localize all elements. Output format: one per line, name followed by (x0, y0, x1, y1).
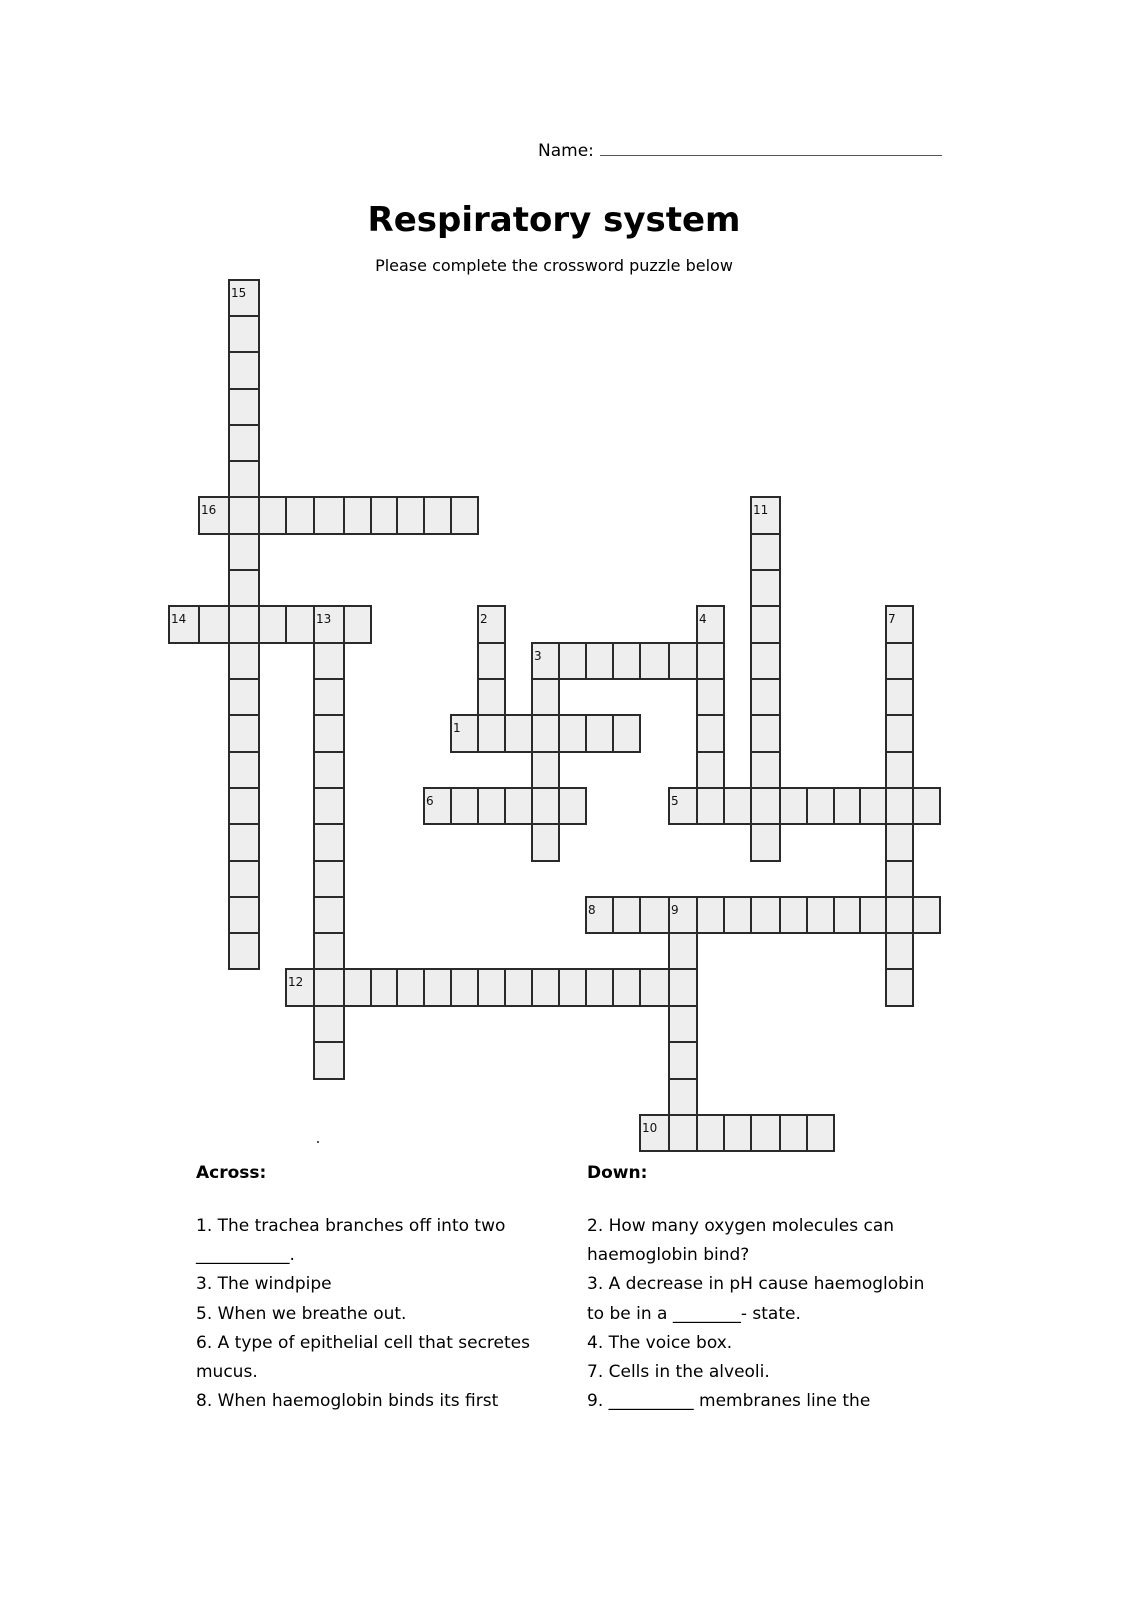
crossword-cell[interactable] (668, 1005, 698, 1043)
clue-text: 6. A type of epithelial cell that secretes (196, 1332, 530, 1353)
down-clue (587, 1387, 927, 1416)
crossword-cell[interactable] (477, 605, 506, 644)
down-clue (587, 1270, 927, 1328)
crossword-cell[interactable] (370, 496, 398, 535)
clue-text-continued: mucus. (196, 1362, 258, 1383)
crossword-cell[interactable] (696, 787, 725, 825)
crossword-cell[interactable] (885, 787, 914, 825)
crossword-cell[interactable] (585, 642, 614, 680)
crossword-cell[interactable] (228, 533, 260, 571)
crossword-cell[interactable] (396, 968, 425, 1007)
crossword-cell[interactable] (313, 642, 345, 680)
clue-number: 11 (753, 503, 769, 517)
crossword-cell[interactable] (531, 751, 560, 789)
across-clue (196, 1387, 546, 1416)
crossword-cell[interactable] (450, 787, 479, 825)
crossword-cell[interactable] (750, 714, 781, 753)
clue-text: 9. __________ membranes line the (587, 1391, 871, 1412)
crossword-cell[interactable] (228, 787, 260, 825)
crossword-cell[interactable] (639, 896, 670, 934)
crossword-cell[interactable] (228, 351, 260, 390)
crossword-cell[interactable] (228, 424, 260, 462)
crossword-cell[interactable] (558, 787, 587, 825)
clue-number: 4 (699, 612, 707, 626)
clue-number: 10 (642, 1121, 658, 1135)
crossword-cell[interactable] (612, 714, 641, 753)
crossword-cell[interactable] (228, 642, 260, 680)
crossword-cell[interactable] (612, 642, 641, 680)
crossword-cell[interactable] (228, 932, 260, 970)
clue-number: 8 (588, 903, 596, 917)
crossword-cell[interactable] (696, 642, 725, 680)
crossword-cell[interactable] (779, 896, 808, 934)
clue-text: 2. How many oxygen molecules can (587, 1216, 895, 1236)
crossword-cell[interactable] (313, 932, 345, 970)
crossword-cell[interactable] (198, 496, 230, 535)
crossword-cell[interactable] (477, 787, 506, 825)
crossword-cell[interactable] (558, 968, 587, 1007)
clue-number: 6 (426, 794, 434, 808)
crossword-cell[interactable] (668, 896, 698, 934)
crossword-cell[interactable] (313, 714, 345, 753)
stray-dot (317, 1141, 319, 1143)
crossword-cell[interactable] (343, 968, 372, 1007)
crossword-cell[interactable] (313, 896, 345, 934)
crossword-cell[interactable] (833, 787, 861, 825)
down-clue (587, 1358, 927, 1387)
across-clue (196, 1270, 546, 1299)
crossword-cell[interactable] (859, 896, 887, 934)
crossword-cell[interactable] (833, 896, 861, 934)
crossword-cell[interactable] (750, 496, 781, 535)
crossword-cell[interactable] (228, 279, 260, 317)
crossword-cell[interactable] (228, 714, 260, 753)
crossword-cell[interactable] (723, 896, 752, 934)
clue-number: 14 (171, 612, 187, 626)
crossword-cell[interactable] (885, 968, 914, 1007)
clue-text: 4. The voice box. (587, 1332, 733, 1353)
crossword-cell[interactable] (313, 678, 345, 716)
crossword-cell[interactable] (531, 678, 560, 716)
across-clues (196, 1160, 546, 1416)
crossword-cell[interactable] (423, 968, 452, 1007)
instructions: Please complete the crossword puzzle below (375, 256, 733, 275)
clue-text: 7. Cells in the alveoli. (587, 1362, 770, 1383)
crossword-cell[interactable] (558, 642, 587, 680)
crossword-cell[interactable] (750, 605, 781, 644)
crossword-cell[interactable] (313, 605, 345, 644)
crossword-cell[interactable] (859, 787, 887, 825)
crossword-cell[interactable] (558, 714, 587, 753)
crossword-cell[interactable] (696, 678, 725, 716)
crossword-cell[interactable] (696, 714, 725, 753)
down-clue (587, 1212, 927, 1270)
crossword-cell[interactable] (750, 751, 781, 789)
clue-number: 9 (671, 903, 679, 917)
crossword-cell[interactable] (531, 968, 560, 1007)
crossword-cell[interactable] (750, 533, 781, 571)
crossword-cell[interactable] (228, 605, 260, 644)
crossword-cell[interactable] (668, 1041, 698, 1080)
across-clue (196, 1329, 546, 1387)
crossword-cell[interactable] (228, 896, 260, 934)
crossword-cell[interactable] (612, 896, 641, 934)
crossword-cell[interactable] (750, 678, 781, 716)
crossword-cell[interactable] (228, 751, 260, 789)
crossword-cell[interactable] (639, 1114, 670, 1152)
crossword-cell[interactable] (228, 315, 260, 353)
crossword-cell[interactable] (343, 496, 372, 535)
crossword-cell[interactable] (779, 1114, 808, 1152)
crossword-cell[interactable] (612, 968, 641, 1007)
crossword-cell[interactable] (313, 751, 345, 789)
crossword-cell[interactable] (885, 932, 914, 970)
across-clue (196, 1212, 546, 1270)
crossword-cell[interactable] (885, 678, 914, 716)
clue-text-continued: haemoglobin bind? (587, 1245, 750, 1266)
crossword-cell[interactable] (313, 823, 345, 862)
crossword-cell[interactable] (228, 823, 260, 862)
crossword-cell[interactable] (477, 642, 506, 680)
crossword-cell[interactable] (639, 642, 670, 680)
crossword-cell[interactable] (668, 642, 698, 680)
clue-number: 12 (288, 975, 304, 989)
crossword-cell[interactable] (504, 968, 533, 1007)
crossword-cell[interactable] (585, 968, 614, 1007)
crossword-cell[interactable] (806, 787, 835, 825)
crossword-cell[interactable] (723, 787, 752, 825)
crossword-cell[interactable] (885, 860, 914, 898)
crossword-cell[interactable] (370, 968, 398, 1007)
clue-text-continued: ___________. (196, 1245, 295, 1266)
crossword-cell[interactable] (228, 678, 260, 716)
down-clue (587, 1329, 927, 1358)
name-label: Name: (538, 141, 594, 161)
crossword-cell[interactable] (806, 896, 835, 934)
crossword-cell[interactable] (228, 860, 260, 898)
crossword-cell[interactable] (531, 642, 560, 680)
clue-number: 7 (888, 612, 896, 626)
crossword-cell[interactable] (450, 496, 479, 535)
crossword-cell[interactable] (750, 569, 781, 607)
crossword-cell[interactable] (477, 968, 506, 1007)
crossword-cell[interactable] (168, 605, 200, 644)
crossword-cell[interactable] (750, 1114, 781, 1152)
crossword-cell[interactable] (668, 968, 698, 1007)
crossword-cell[interactable] (750, 896, 781, 934)
crossword-cell[interactable] (723, 1114, 752, 1152)
crossword-cell[interactable] (423, 787, 452, 825)
clue-text: 3. The windpipe (196, 1274, 332, 1295)
clue-text: 3. A decrease in pH cause haemoglobin (587, 1274, 925, 1295)
down-heading: Down: (587, 1163, 648, 1183)
crossword-cell[interactable] (585, 714, 614, 753)
across-heading: Across: (196, 1163, 267, 1183)
crossword-cell[interactable] (313, 1005, 345, 1043)
crossword-cell[interactable] (343, 605, 372, 644)
crossword-cell[interactable] (639, 968, 670, 1007)
crossword-cell[interactable] (477, 714, 506, 753)
crossword-cell[interactable] (885, 714, 914, 753)
crossword-cell[interactable] (313, 860, 345, 898)
clue-text: 8. When haemoglobin binds its first (196, 1391, 499, 1412)
crossword-cell[interactable] (585, 896, 614, 934)
crossword-cell[interactable] (258, 496, 287, 535)
crossword-cell[interactable] (504, 714, 533, 753)
clue-number: 13 (316, 612, 332, 626)
crossword-cell[interactable] (885, 642, 914, 680)
clue-number: 16 (201, 503, 217, 517)
crossword-cell[interactable] (912, 896, 941, 934)
crossword-cell[interactable] (779, 787, 808, 825)
crossword-cell[interactable] (531, 787, 560, 825)
crossword-cell[interactable] (885, 605, 914, 644)
crossword-cell[interactable] (750, 787, 781, 825)
crossword-cell[interactable] (477, 678, 506, 716)
crossword-cell[interactable] (396, 496, 425, 535)
crossword-cell[interactable] (313, 496, 345, 535)
crossword-cell[interactable] (750, 823, 781, 862)
crossword-cell[interactable] (668, 932, 698, 970)
crossword-cell[interactable] (258, 605, 287, 644)
crossword-cell[interactable] (313, 968, 345, 1007)
crossword-cell[interactable] (531, 714, 560, 753)
crossword-cell[interactable] (668, 1078, 698, 1116)
crossword-cell[interactable] (806, 1114, 835, 1152)
crossword-cell[interactable] (885, 896, 914, 934)
crossword-cell[interactable] (696, 896, 725, 934)
crossword-cell[interactable] (668, 787, 698, 825)
clue-number: 3 (534, 649, 542, 663)
crossword-cell[interactable] (885, 751, 914, 789)
crossword-cell[interactable] (423, 496, 452, 535)
down-clues (587, 1160, 927, 1416)
across-clue (196, 1300, 546, 1329)
clue-number: 1 (453, 721, 461, 735)
crossword-cell[interactable] (696, 1114, 725, 1152)
crossword-cell[interactable] (313, 1041, 345, 1080)
clue-number: 5 (671, 794, 679, 808)
crossword-cell[interactable] (313, 787, 345, 825)
crossword-cell[interactable] (285, 968, 315, 1007)
crossword-cell[interactable] (228, 496, 260, 535)
clue-text-continued: to be in a ________- state. (587, 1303, 801, 1324)
page-title: Respiratory system (367, 200, 741, 240)
clue-number: 15 (231, 286, 247, 300)
crossword-cell[interactable] (696, 605, 725, 644)
crossword-cell[interactable] (531, 823, 560, 862)
crossword-cell[interactable] (228, 388, 260, 426)
crossword-cell[interactable] (504, 787, 533, 825)
crossword-cell[interactable] (450, 714, 479, 753)
crossword-cell[interactable] (198, 605, 230, 644)
crossword-cell[interactable] (912, 787, 941, 825)
crossword-cell[interactable] (750, 642, 781, 680)
crossword-cell[interactable] (285, 605, 315, 644)
crossword-cell[interactable] (228, 569, 260, 607)
crossword-cell[interactable] (668, 1114, 698, 1152)
crossword-cell[interactable] (228, 460, 260, 498)
crossword-cell[interactable] (285, 496, 315, 535)
crossword-cell[interactable] (885, 823, 914, 862)
clue-number: 2 (480, 612, 488, 626)
crossword-cell[interactable] (450, 968, 479, 1007)
clue-text: 5. When we breathe out. (196, 1303, 407, 1324)
crossword-cell[interactable] (696, 751, 725, 789)
clue-text: 1. The trachea branches off into two (196, 1216, 506, 1236)
